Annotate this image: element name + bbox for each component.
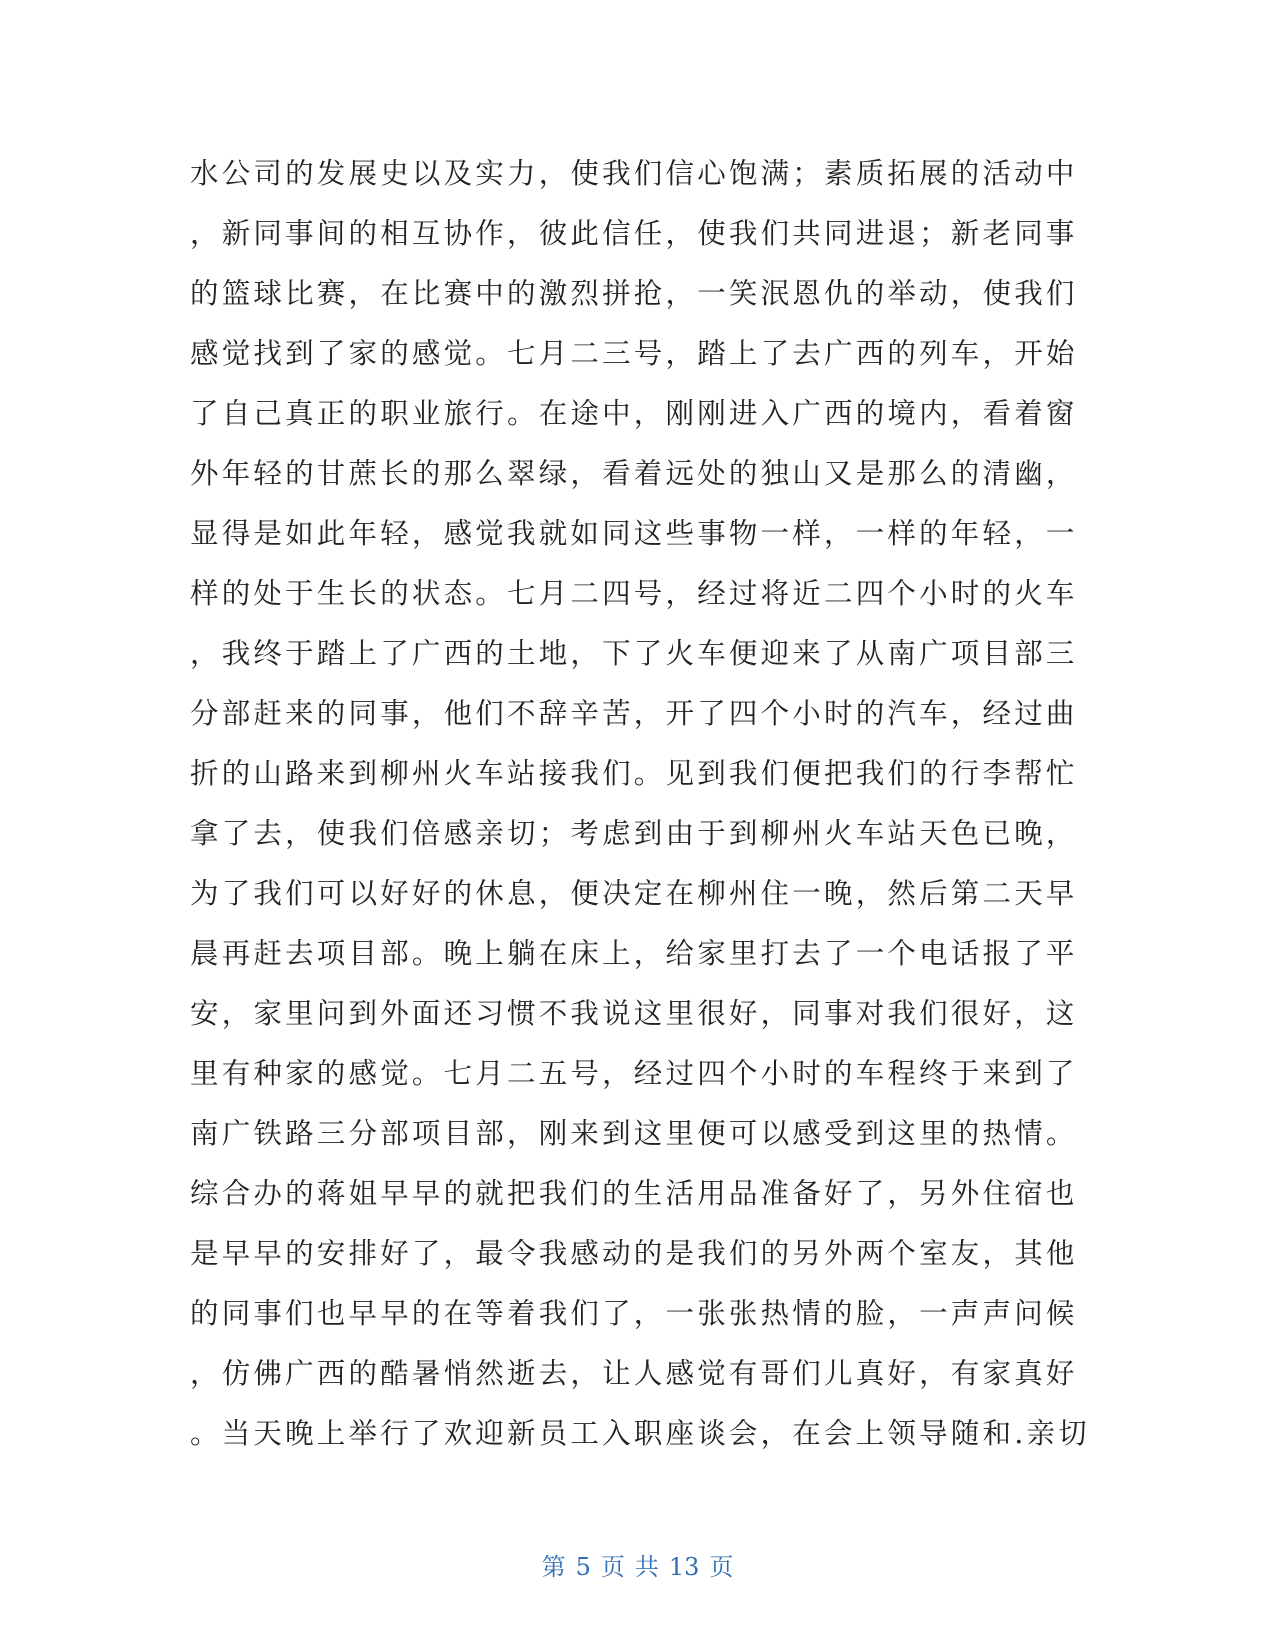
footer-page-word: 页 [600, 1553, 625, 1581]
footer-prefix: 第 [541, 1553, 566, 1581]
text-line: 南广铁路三分部项目部，刚来到这里便可以感受到这里的热情。 [190, 1117, 1078, 1150]
text-line: ，仿佛广西的酷暑悄然逝去，让人感觉有哥们儿真好，有家真好 [190, 1357, 1078, 1390]
text-line: 分部赶来的同事，他们不辞辛苦，开了四个小时的汽车，经过曲 [190, 697, 1078, 730]
text-line: 。当天晚上举行了欢迎新员工入职座谈会，在会上领导随和.亲切 [190, 1417, 1090, 1450]
current-page-number: 5 [575, 1553, 591, 1581]
footer-suffix: 页 [709, 1553, 734, 1581]
body-paragraph [190, 144, 1090, 1464]
text-line: ，新同事间的相互协作，彼此信任，使我们共同进退；新老同事 [190, 217, 1078, 250]
text-line: 是早早的安排好了，最令我感动的是我们的另外两个室友，其他 [190, 1237, 1078, 1270]
text-line: 安，家里问到外面还习惯不我说这里很好，同事对我们很好，这 [190, 997, 1078, 1030]
page-footer [0, 1547, 1275, 1582]
text-line: 折的山路来到柳州火车站接我们。见到我们便把我们的行李帮忙 [190, 757, 1078, 790]
text-line: 为了我们可以好好的休息，便决定在柳州住一晚，然后第二天早 [190, 877, 1078, 910]
text-line: 显得是如此年轻，感觉我就如同这些事物一样，一样的年轻，一 [190, 517, 1078, 550]
text-line: 综合办的蒋姐早早的就把我们的生活用品准备好了，另外住宿也 [190, 1177, 1078, 1210]
text-line: 拿了去，使我们倍感亲切；考虑到由于到柳州火车站天色已晚， [190, 817, 1078, 850]
text-line: 外年轻的甘蔗长的那么翠绿，看着远处的独山又是那么的清幽， [190, 457, 1078, 490]
footer-total-prefix: 共 [634, 1553, 659, 1581]
text-line: 样的处于生长的状态。七月二四号，经过将近二四个小时的火车 [190, 577, 1078, 610]
text-line: 感觉找到了家的感觉。七月二三号，踏上了去广西的列车，开始 [190, 337, 1078, 370]
text-line: 的篮球比赛，在比赛中的激烈拼抢，一笑泯恩仇的举动，使我们 [190, 277, 1078, 310]
text-line: ，我终于踏上了广西的土地，下了火车便迎来了从南广项目部三 [190, 637, 1078, 670]
text-line: 晨再赶去项目部。晚上躺在床上，给家里打去了一个电话报了平 [190, 937, 1078, 970]
text-line: 里有种家的感觉。七月二五号，经过四个小时的车程终于来到了 [190, 1057, 1078, 1090]
text-line: 水公司的发展史以及实力，使我们信心饱满；素质拓展的活动中 [190, 157, 1078, 190]
text-line: 的同事们也早早的在等着我们了，一张张热情的脸，一声声问候 [190, 1297, 1078, 1330]
total-pages-number: 13 [668, 1553, 700, 1581]
text-line: 了自己真正的职业旅行。在途中，刚刚进入广西的境内，看着窗 [190, 397, 1078, 430]
